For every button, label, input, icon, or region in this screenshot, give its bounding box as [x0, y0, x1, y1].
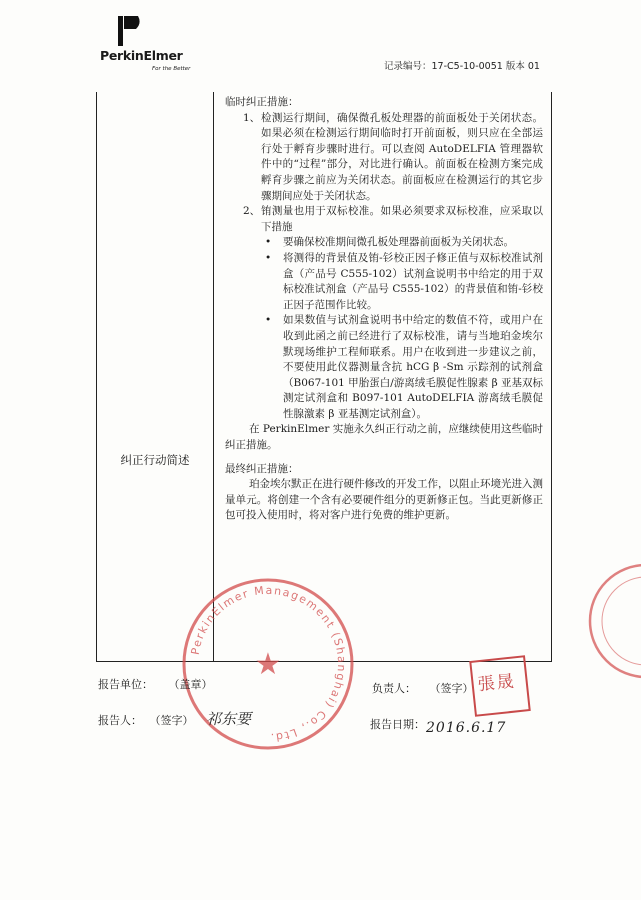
report-unit-label: 报告单位：: [98, 678, 153, 691]
signature-stamp: [469, 655, 531, 717]
bullet-item-3: [225, 313, 543, 422]
bullet-text: 如果数值与试剂盒说明书中给定的数值不符，或用户在收到此函之前已经进行了双标校准，请与当地珀金埃尔默现场维护工程师联系。用户在收到进一步建议之前，不要使用此仪器测量含抗 hCG β -Sm 示踪剂的试剂盒（B067-101 甲胎蛋白/游离绒毛膜促性腺素 β 亚基双标测定试剂盒和 B097-101 AutoDELFIA 游离绒毛膜促性腺激素 β 亚基测定试剂盒）。: [283, 314, 543, 420]
reporter: [98, 712, 194, 728]
temporary-closing: 在 PerkinElmer 实施永久纠正行动之前，应继续使用这些临时纠正措施。: [225, 423, 543, 452]
report-unit-note: （盖章）: [168, 678, 213, 691]
responsible-person: [372, 680, 474, 696]
svg-text:PerkinElmer Management (Shangh: PerkinElmer Management (Shanghai) Co., Ltd.: [188, 583, 349, 745]
bullet-icon: •: [265, 251, 272, 264]
bullet-text: 要确保校准期间微孔板处理器前面板为关闭状态。: [283, 236, 514, 249]
report-unit: [98, 676, 213, 692]
final-text: 珀金埃尔默正在进行硬件修改的开发工作，以阻止环境光进入测量单元。将创建一个含有必要硬件组分的更新修正包。当此更新修正包可投入使用时，将对客户进行免费的维护更新。: [225, 478, 543, 522]
item-number: 2、: [243, 205, 261, 218]
brand-name: PerkinElmer: [100, 48, 183, 63]
temporary-heading: 临时纠正措施：: [225, 96, 299, 108]
edge-seal: [584, 556, 641, 686]
final-heading: 最终纠正措施：: [225, 462, 299, 475]
bullet-item-2: [225, 251, 543, 313]
temporary-item-1: [225, 111, 543, 205]
reporter-label: 报告人：: [98, 714, 142, 727]
responsible-label: 负责人：: [372, 682, 416, 695]
perkinelmer-logo-icon: [114, 14, 144, 48]
corrective-action-content: [225, 95, 543, 524]
bullet-icon: •: [265, 314, 272, 327]
company-seal: [178, 574, 358, 754]
item-number: 1、: [243, 111, 261, 124]
bullet-text: 将测得的背景值及铕-钐校正因子修正值与双标校准试剂盒（产品号 C555-102）试剂盒说明书中给定的用于双标校准试剂盒（产品号 C555-102）的背景值和铕-钐校正因子范围作比较。: [283, 251, 543, 311]
reporter-note: （签字）: [149, 714, 194, 727]
item-text: 铕测量也用于双标校准。如果必须要求双标校准，应采取以下措施: [261, 205, 543, 233]
reporter-signature: 祁东要: [206, 710, 252, 728]
report-date-value: 2016.6.17: [426, 720, 507, 736]
responsible-note: （签字）: [429, 682, 474, 695]
report-date-label: 报告日期：: [370, 718, 425, 731]
perkinelmer-logo: [100, 14, 220, 72]
svg-text:★: ★: [254, 647, 282, 682]
row-label: 纠正行动简述: [120, 453, 190, 467]
responsible-signature: 張晟: [476, 671, 517, 696]
temporary-item-2: [225, 204, 543, 235]
bullet-icon: •: [265, 236, 272, 249]
item-text: 检测运行期间，确保微孔板处理器的前面板处于关闭状态。如果必须在检测运行期间临时打开前面板，则只应在全部运行处于孵育步骤时进行。可以查阅 AutoDELFIA 管理器软件中的“过程”部分，对比进行确认。前面板在检测方案完成孵育步骤之前应为关闭状态。前面板应在检测运行的其它步骤期间应处于关闭状态。: [261, 111, 543, 202]
report-date: [370, 716, 425, 732]
bullet-item-1: [225, 235, 543, 251]
brand-tagline: For the Better: [152, 66, 191, 72]
document-number: 记录编号：17-C5-10-0051 版本 01: [384, 61, 540, 72]
